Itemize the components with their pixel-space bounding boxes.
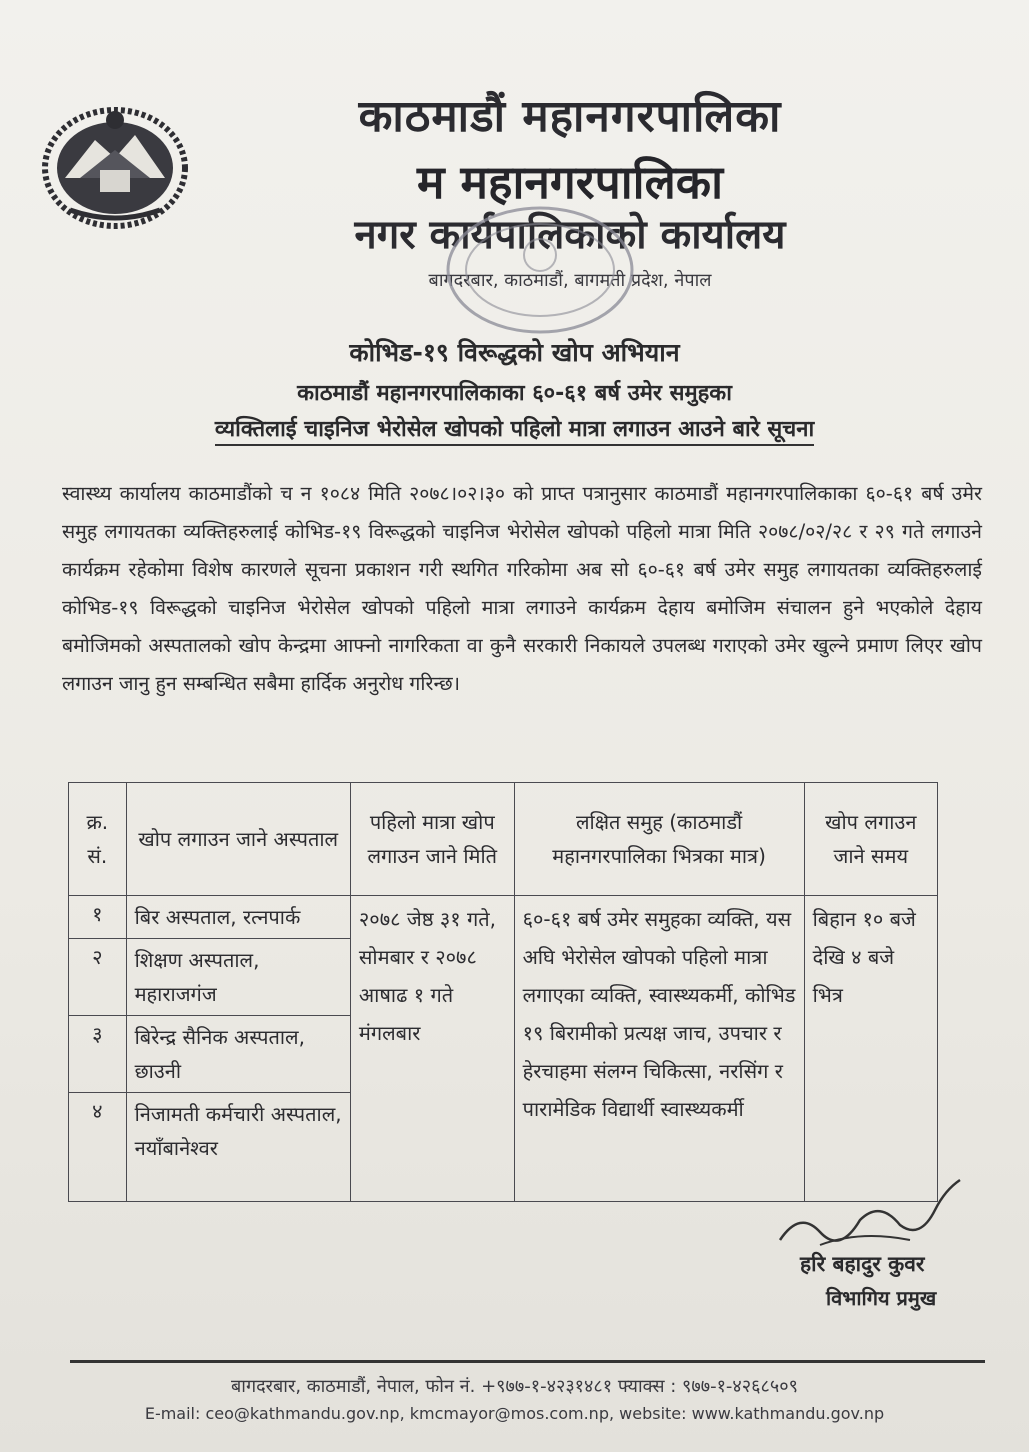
- notice-body: स्वास्थ्य कार्यालय काठमाडौंको च न १०८४ मिति २०७८।०२।३० को प्राप्त पत्रानुसार काठमाडौं महानगरपालिकाका ६०-६१ बर्ष उमेर समुह लगायतका व्यक्तिहरुलाई कोभिड-१९ विरूद्धको चाइनिज भेरोसेल खोपको पहिलो मात्रा मिति २०७८/०२/२८ र २९ गते लगाउने कार्यक्रम रहेकोमा विशेष कारणले सूचना प्रकाशन गरी स्थगित गरिकोमा अब सो ६०-६१ बर्ष उमेर समुह लगायतका व्यक्तिहरुलाई कोभिड-१९ विरूद्धको चाइनिज भेरोसेल खोपको पहिलो मात्रा लगाउने कार्यक्रम देहाय बमोजिम संचालन हुने भएकोले देहाय बमोजिमको अस्पतालको खोप केन्द्रमा आफ्नो नागरिकता वा कुनै सरकारी निकायले उपलब्ध गराएको उमेर खुल्ने प्रमाण लिएर खोप लगाउन जानु हुन सम्बन्धित सबैमा हार्दिक अनुरोध गरिन्छ।: [62, 482, 982, 695]
- notice-subject-text: व्यक्तिलाई चाइनिज भेरोसेल खोपको पहिलो मात्रा लगाउन आउने बारे सूचना: [215, 417, 814, 446]
- org-subname: म महानगरपालिका: [417, 155, 723, 209]
- footer-contact: E-mail: ceo@kathmandu.gov.np, kmcmayor@mos.com.np, website: www.kathmandu.gov.np: [144, 1404, 885, 1423]
- signatory-title: विभागिय प्रमुख: [826, 1286, 937, 1310]
- header-group: लक्षित समुह (काठमाडौं महानगरपालिका भित्रका मात्र): [514, 783, 804, 896]
- header-date: पहिलो मात्रा खोप लगाउन जाने मिति: [350, 783, 514, 896]
- target-group: ६०-६१ बर्ष उमेर समुहका व्यक्ति, यस अघि भेरोसेल खोपको पहिलो मात्रा लगाएका व्यक्ति, स्वास्थ्यकर्मी, कोभिड १९ बिरामीको प्रत्यक्ष जाच, उपचार र हेरचाहमा संलग्न चिकित्सा, नरसिंग र पारामेडिक विद्यार्थी स्वास्थ्यकर्मी: [514, 896, 804, 1202]
- row-hospital: बिर अस्पताल, रत्नपार्क: [126, 896, 350, 939]
- row-sn: ४: [69, 1093, 127, 1202]
- header-time: खोप लगाउन जाने समय: [804, 783, 937, 896]
- office-address: बागदरबार, काठमाडौं, बागमती प्रदेश, नेपाल: [428, 270, 712, 291]
- header-hospital: खोप लगाउन जाने अस्पताल: [126, 783, 350, 896]
- row-sn: ३: [69, 1016, 127, 1093]
- vaccination-date: २०७८ जेष्ठ ३१ गते, सोमबार र २०७८ आषाढ १ गते मंगलबार: [350, 896, 514, 1202]
- office-stamp-icon: [440, 200, 640, 340]
- nepal-emblem-icon: [40, 100, 190, 230]
- footer-divider: [70, 1360, 985, 1363]
- table-header-row: [69, 783, 938, 896]
- signatory-name: हरि बहादुर कुवर: [800, 1252, 925, 1276]
- row-hospital: शिक्षण अस्पताल, महाराजगंज: [126, 939, 350, 1016]
- header-sn: क्र. सं.: [69, 783, 127, 896]
- table-row: [69, 896, 938, 939]
- notice-subtitle: काठमाडौं महानगरपालिकाका ६०-६१ बर्ष उमेर समुहका: [297, 381, 732, 406]
- row-sn: २: [69, 939, 127, 1016]
- vaccination-time: बिहान १० बजे देखि ४ बजे भित्र: [804, 896, 937, 1202]
- org-name: काठमाडौं महानगरपालिका: [358, 91, 782, 142]
- notice-subject: [0, 413, 1029, 443]
- row-hospital: बिरेन्द्र सैनिक अस्पताल, छाउनी: [126, 1016, 350, 1093]
- row-hospital: निजामती कर्मचारी अस्पताल, नयाँबानेश्वर: [126, 1093, 350, 1202]
- vaccination-schedule-table: [68, 782, 938, 1202]
- footer-address: बागदरबार, काठमाडौं, नेपाल, फोन नं. +९७७-१-४२३१४८१ फ्याक्स : ९७७-१-४२६८५०९: [231, 1376, 798, 1397]
- row-sn: १: [69, 896, 127, 939]
- notice-title: कोभिड-१९ विरूद्धको खोप अभियान: [349, 338, 680, 367]
- office-name: नगर कार्यपालिकाको कार्यालय: [354, 212, 786, 258]
